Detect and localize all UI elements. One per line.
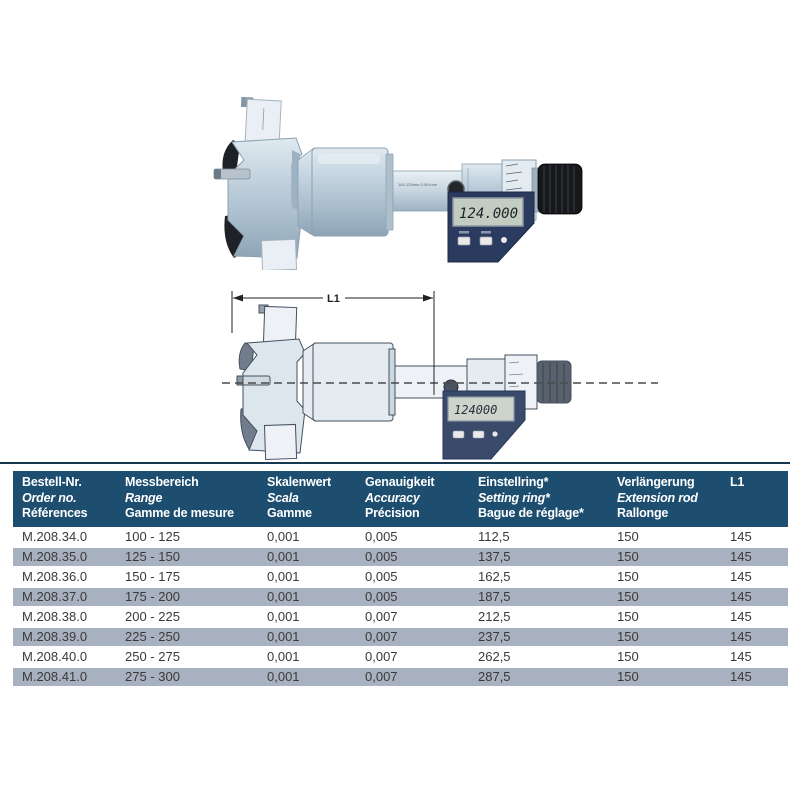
table-body xyxy=(13,527,788,687)
display-button-round xyxy=(501,237,507,243)
bottom-jaw xyxy=(261,239,296,270)
col-header-range: Messbereich Range Gamme de mesure xyxy=(125,475,234,520)
table-row: M.208.36.0 150 - 175 0,001 0,005 162,5 150 145 xyxy=(22,569,752,584)
specification-table xyxy=(13,471,788,687)
drawing-display-unit xyxy=(443,380,525,459)
drawing-lcd-value: 124000 xyxy=(454,403,498,417)
table-row: M.208.35.0 125 - 150 0,001 0,005 137,5 150 145 xyxy=(13,547,788,567)
product-photo xyxy=(200,90,590,270)
section-divider xyxy=(0,462,790,464)
body-cylinder xyxy=(298,148,393,236)
table-row: M.208.39.0 225 - 250 0,001 0,007 237,5 150 145 xyxy=(13,627,788,647)
micrometer-drawing xyxy=(185,283,665,463)
col-header-extension-rod: Verlängerung Extension rod Rallonge xyxy=(617,475,698,520)
table-row: M.208.38.0 200 - 225 0,001 0,007 212,5 150 145 xyxy=(22,609,752,624)
display-button xyxy=(458,237,470,245)
shaft-marking: 100-125mm 0.001mm xyxy=(398,182,438,187)
drawing-device xyxy=(237,305,571,460)
lcd-value: 124.000 xyxy=(459,206,519,222)
digital-display-unit xyxy=(448,181,534,262)
table-row: M.208.34.0 100 - 125 0,001 0,005 112,5 150 145 xyxy=(22,529,752,544)
col-header-accuracy: Genauigkeit Accuracy Précision xyxy=(365,475,435,520)
dimension-label: L1 xyxy=(327,293,340,305)
col-header-l1: L1 xyxy=(730,475,745,489)
col-header-setting-ring: Einstellring* Setting ring* Bague de réglage* xyxy=(478,475,584,520)
micrometer-photo xyxy=(200,90,590,270)
technical-drawing xyxy=(185,283,665,463)
table-row: M.208.37.0 175 - 200 0,001 0,005 187,5 150 145 xyxy=(13,587,788,607)
measuring-pin xyxy=(214,169,250,179)
table-header-row xyxy=(13,471,788,527)
table-row: M.208.41.0 275 - 300 0,001 0,007 287,5 150 145 xyxy=(13,667,788,687)
display-button xyxy=(480,237,492,245)
table-row: M.208.40.0 250 - 275 0,001 0,007 262,5 150 145 xyxy=(22,649,752,664)
col-header-order-no: Bestell-Nr. Order no. Références xyxy=(22,475,88,520)
ratchet-knob xyxy=(532,164,582,214)
col-header-scale: Skalenwert Scala Gamme xyxy=(267,475,332,520)
